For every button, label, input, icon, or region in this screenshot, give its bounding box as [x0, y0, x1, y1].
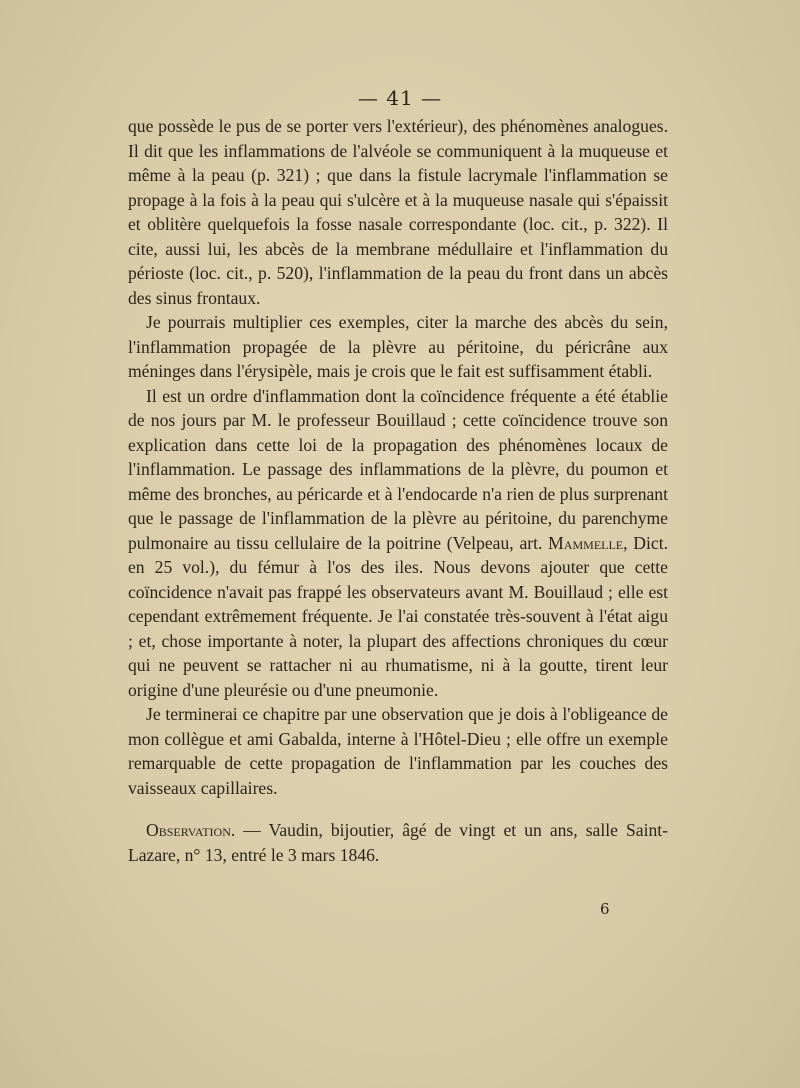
- page-number: — 41 —: [357, 86, 443, 110]
- paragraph-3-part-b: , Dict. en 25 vol.), du fémur à l'os des iles. Nous devons ajouter que cette coïncidence n'avait pas frappé les observateurs avant M. Bouillaud ; elle est cependant extrêmement fréquente. Je l'ai constatée très-souvent à l'état aigu ; et, chose importante à noter, la plupart des affections chroniques du cœur qui ne peuvent se rattacher ni au rhumatisme, ni à la goutte, tirent leur origine d'une pleurésie ou d'une pneumonie.: [128, 532, 669, 700]
- observation-paragraph: [128, 818, 668, 867]
- paragraph-3-part-a: Il est un ordre d'inflammation dont la coïncidence fréquente a été établie de nos jours par M. le professeur Bouillaud ; cette coïncidence trouve son explication dans cette loi de la propagation des phénomènes locaux de l'inflammation. Le passage des inflammations de la plèvre, du poumon et même des bronches, au péricarde et à l'endocarde n'a rien de plus surprenant que le passage de l'inflammation de la plèvre au péritoine, du parenchyme pulmonaire au tissu cellulaire de la poitrine (Velpeau, art.: [128, 385, 668, 553]
- text-body: [128, 114, 668, 867]
- observation-label: Observation: [146, 820, 231, 840]
- small-caps-term: Mammelle: [548, 532, 624, 553]
- paragraph-2: Je pourrais multiplier ces exemples, citer la marche des abcès du sein, l'inflammation propagée de la plèvre au péritoine, du péricrâne aux méninges dans l'érysipèle, mais je crois que le fait est suffisamment établi.: [128, 312, 668, 381]
- paragraph-1: que possède le pus de se porter vers l'extérieur), des phénomènes analogues. Il dit que les inflammations de l'alvéole se communiquent à la muqueuse et même à la peau (p. 321) ; que dans la fistule lacrymale l'inflammation se propage à la fois à la peau qui s'ulcère et à la muqueuse nasale qui s'épaissit et oblitère quelquefois la fosse nasale correspondante (loc. cit., p. 322). Il cite, aussi lui, les abcès de la membrane médullaire et l'inflammation du périoste (loc. cit., p. 520), l'inflammation de la peau du front dans un abcès des sinus frontaux.: [128, 116, 668, 308]
- paragraph-4: Je terminerai ce chapitre par une observation que je dois à l'obligeance de mon collègue et ami Gabalda, interne à l'Hôtel-Dieu ; elle offre un exemple remarquable de cette propagation de l'inflammation par les couches des vaisseaux capillaires.: [128, 704, 668, 798]
- observation-text: . — Vaudin, bijoutier, âgé de vingt et un ans, salle Saint-Lazare, n° 13, entré le 3 mars 1846.: [128, 820, 668, 865]
- paragraph-3: [128, 384, 668, 703]
- signature-mark: 6: [600, 900, 610, 918]
